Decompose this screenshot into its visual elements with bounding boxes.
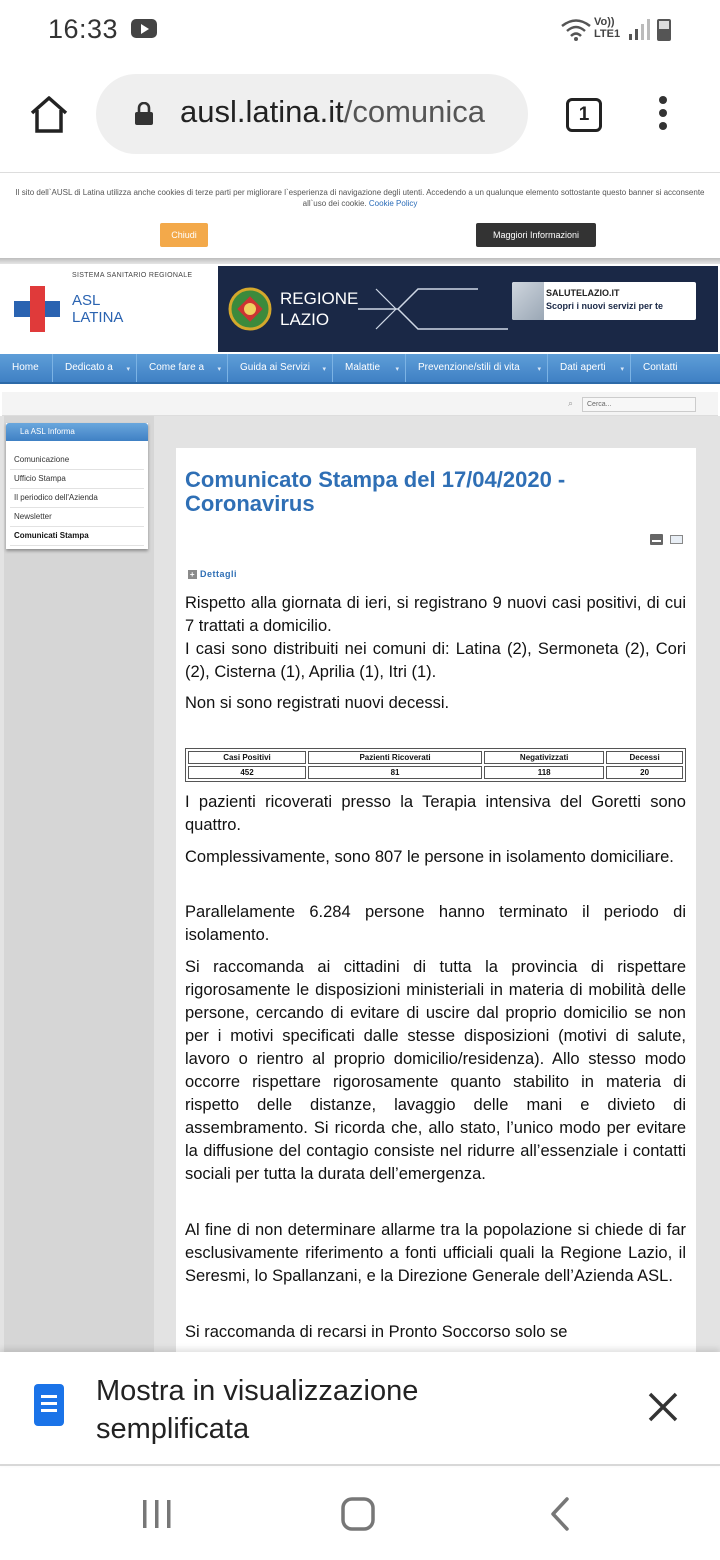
nav-dati-aperti[interactable]: Dati aperti ▾ (548, 354, 631, 382)
banner-decoration (358, 276, 518, 342)
paragraph-emergency-room: Si raccomanda di recarsi in Pronto Soccorso solo se (185, 1323, 568, 1341)
chevron-down-icon: ▾ (620, 366, 624, 373)
asl-logo-text[interactable] (72, 292, 123, 326)
search-input[interactable]: Cerca... (582, 397, 696, 412)
nav-come-fare-a[interactable]: Come fare a ▾ (137, 354, 228, 382)
chevron-down-icon: ▾ (217, 366, 221, 373)
system-navigation-bar (0, 1468, 720, 1560)
cookie-close-button[interactable]: Chiudi (160, 223, 208, 247)
paragraph-deaths: Non si sono registrati nuovi decessi. (185, 694, 450, 712)
search-icon: ⌕ (568, 398, 574, 408)
nav-home[interactable]: Home (0, 354, 53, 382)
wifi-icon (560, 18, 592, 42)
more-info-button[interactable]: Maggiori Informazioni (476, 223, 596, 247)
table-header: Pazienti Ricoverati (308, 751, 482, 764)
cookie-message (6, 187, 714, 209)
paragraph-new-cases (185, 592, 686, 684)
url-text[interactable] (180, 94, 485, 130)
table-header-row (188, 751, 683, 764)
promo-subtitle: Scopri i nuovi servizi per te (546, 301, 664, 311)
paragraph-isolation: Complessivamente, sono 807 le persone in isolamento domiciliare. (185, 848, 674, 866)
reader-mode-bar[interactable] (0, 1352, 720, 1466)
paragraph-icu: I pazienti ricoverati presso la Terapia intensiva del Goretti sono quattro. (185, 793, 686, 834)
battery-icon (657, 19, 671, 41)
asl-cross-logo-icon[interactable] (14, 286, 60, 332)
stats-table (185, 748, 686, 782)
chevron-down-icon: ▾ (537, 366, 541, 373)
sidebar-list (10, 451, 144, 546)
asl-line2: LATINA (72, 309, 124, 326)
paragraph-recommendations: Si raccomanda ai cittadini di tutta la provincia di rispettare rigorosamente le disposizioni ministeriali in materia di mobilità delle persone, cercando di evitare di uscire dal proprio domicilio se non per i motivi specificati dalle stesse disposizioni (motivi di salute, lavoro o rientro al proprio domicilio/residenza). Allo stesso modo occorre rispettare rigorosamente quanto stabilito in materia di rispetto delle distanze, lavaggio delle mani e divieto di assembramento. Si ricorda che, allo stato, l’unico modo per evitare la diffusione del contagio consiste nel ridurre all’essenziale i contatti sociali per tutta la durata dell’emergenza. (185, 958, 686, 1183)
close-icon[interactable] (646, 1390, 680, 1424)
regione-lazio-banner[interactable] (218, 266, 718, 352)
paragraph-text: Rispetto alla giornata di ieri, si registrano 9 nuovi casi positivi, di cui 7 trattati a domicilio. (185, 594, 686, 635)
article-title: Comunicato Stampa del 17/04/2020 - Coronavirus (185, 467, 566, 516)
back-icon[interactable] (548, 1496, 572, 1532)
reader-label-line1: Mostra in visualizzazione (96, 1375, 419, 1407)
youtube-notification-icon (131, 19, 157, 38)
table-row (188, 766, 683, 779)
recent-apps-icon[interactable] (140, 1498, 174, 1530)
table-header: Casi Positivi (188, 751, 306, 764)
sidebar-item-comunicazione[interactable]: Comunicazione (10, 451, 144, 470)
paragraph-text: I casi sono distribuiti nei comuni di: Latina (2), Sermoneta (2), Cori (2), Cisterna (1), Aprilia (1), Itri (1). (185, 640, 686, 681)
volte-label: Vo)) (594, 16, 615, 28)
article (176, 448, 696, 1352)
table-cell: 20 (606, 766, 683, 779)
details-toggle[interactable]: + Dettagli (188, 569, 237, 579)
nav-contatti[interactable]: Contatti (643, 362, 678, 373)
asl-line1: ASL (72, 292, 101, 309)
nav-guida-servizi[interactable]: Guida ai Servizi ▾ (228, 354, 333, 382)
table-header: Negativizzati (484, 751, 604, 764)
regione-line2: LAZIO (280, 310, 330, 329)
regione-line1: REGIONE (280, 289, 359, 308)
salutelazio-promo[interactable] (512, 282, 696, 320)
article-tools (650, 534, 690, 548)
search-strip (2, 392, 718, 416)
status-time: 16:33 (48, 14, 119, 44)
chevron-down-icon: ▾ (322, 366, 326, 373)
url-domain: ausl.latina.it (180, 94, 344, 129)
paragraph-official-sources: Al fine di non determinare allarme tra la popolazione si chiede di far esclusivamente riferimento a fonti ufficiali quali la Regione Lazio, il Seresmi, lo Spallanzani, e la Direzione Generale dell’Azienda ASL. (185, 1221, 686, 1285)
sidebar-item-ufficio-stampa[interactable]: Ufficio Stampa (10, 470, 144, 489)
tab-switcher-button[interactable]: 1 (566, 98, 602, 132)
sidebar-title: La ASL Informa (6, 423, 148, 441)
address-bar[interactable] (96, 74, 528, 154)
cookie-banner (0, 172, 720, 258)
nav-dedicato-a[interactable]: Dedicato a ▾ (53, 354, 137, 382)
regione-emblem-icon (228, 287, 272, 331)
chevron-down-icon: ▾ (395, 366, 399, 373)
lock-icon (134, 102, 154, 126)
table-cell: 452 (188, 766, 306, 779)
cookie-text: Il sito dell`AUSL di Latina utilizza anche cookies di terze parti per migliorare l`esperienza di navigazione degli utenti. Accedendo a un qualunque elemento sottostante questo banner si acconsente all`uso dei cookie. (15, 188, 705, 208)
home-icon[interactable] (28, 93, 70, 135)
email-icon[interactable] (670, 535, 683, 544)
signal-icon (628, 19, 650, 41)
chevron-down-icon: ▾ (126, 366, 130, 373)
document-icon (34, 1384, 64, 1426)
url-path: /comunica (343, 94, 486, 129)
paragraph-ended-isolation: Parallelamente 6.284 persone hanno terminato il periodo di isolamento. (185, 903, 686, 944)
site-header (0, 264, 720, 354)
main-nav (0, 354, 720, 384)
sidebar-menu (6, 423, 148, 549)
nav-prevenzione[interactable]: Prevenzione/stili di vita ▾ (406, 354, 548, 382)
table-header: Decessi (606, 751, 683, 764)
promo-title: SALUTELAZIO.IT (546, 288, 620, 298)
browser-toolbar (0, 60, 720, 170)
sidebar-item-periodico[interactable]: Il periodico dell'Azienda (10, 489, 144, 508)
print-icon[interactable] (650, 534, 663, 545)
table-cell: 81 (308, 766, 482, 779)
regione-text (280, 288, 358, 330)
reader-mode-label[interactable] (96, 1372, 418, 1448)
table-cell: 118 (484, 766, 604, 779)
network-indicator (594, 16, 620, 40)
home-nav-icon[interactable] (340, 1496, 376, 1532)
left-column (4, 416, 154, 1352)
promo-image (512, 282, 544, 320)
status-bar (0, 0, 720, 60)
overflow-menu-icon[interactable] (657, 96, 669, 136)
nav-malattie[interactable]: Malattie ▾ (333, 354, 406, 382)
cookie-policy-link[interactable]: Cookie Policy (368, 199, 418, 208)
lte-label: LTE1 (594, 28, 621, 40)
sidebar-item-newsletter[interactable]: Newsletter (10, 508, 144, 527)
reader-label-line2: semplificata (96, 1413, 250, 1445)
ssr-label: SISTEMA SANITARIO REGIONALE (72, 272, 193, 279)
sidebar-item-comunicati-stampa[interactable]: Comunicati Stampa (10, 527, 144, 546)
